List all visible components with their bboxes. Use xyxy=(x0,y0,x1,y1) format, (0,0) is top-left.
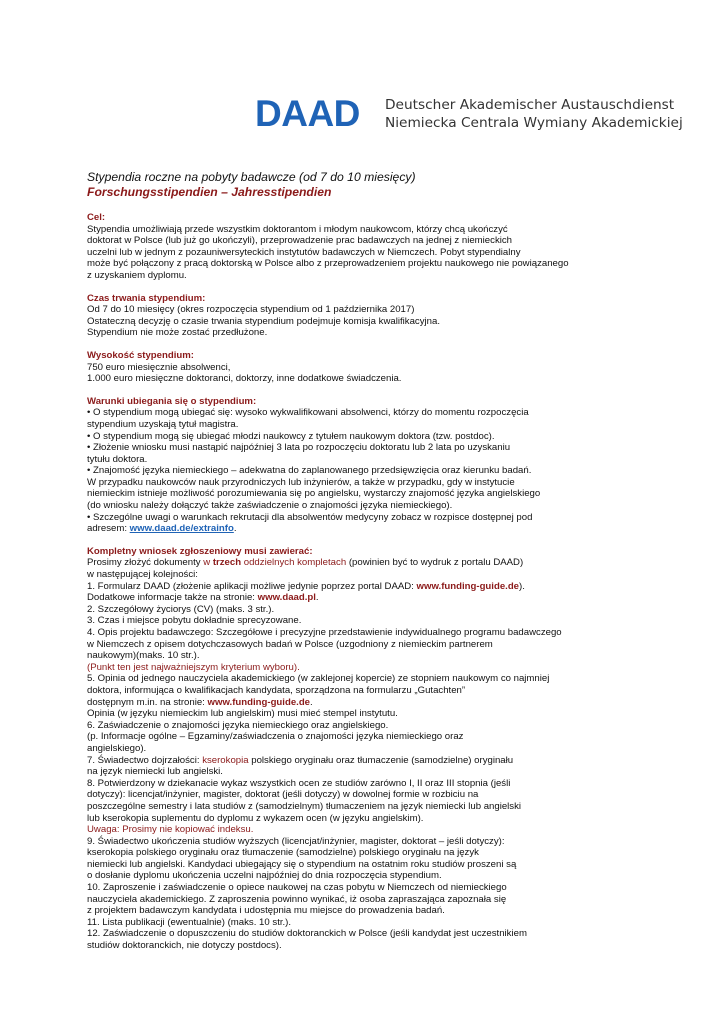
list-item: 5. Opinia od jednego nauczyciela akademickiego (w zaklejonej kopercie) ze stopniem naukowym co najmniej xyxy=(87,673,550,685)
section-wniosek xyxy=(87,557,687,951)
text-line: studiów doktoranckich, nie dotyczy postdocs). xyxy=(87,940,282,952)
text-line: • Znajomość języka niemieckiego – adekwatna do zaplanowanego przedsięwzięcia oraz kierunku badań. xyxy=(87,465,532,477)
text-fragment: Dodatkowe informacje także na stronie: xyxy=(87,592,258,604)
text-line: 1.000 euro miesięczne doktoranci, doktorzy, inne dodatkowe świadczenia. xyxy=(87,373,402,385)
text-line: nauczyciela akademickiego. Z zaproszenia powinno wynikać, iż osoba zapraszająca zapoznała się xyxy=(87,893,507,905)
text-line: Opinia (w języku niemieckim lub angielskim) musi mieć stempel instytutu. xyxy=(87,708,398,720)
text-line xyxy=(87,523,687,535)
text-line: kserokopia polskiego oryginału oraz tłumaczenie (samodzielne) polskiego oryginału na język xyxy=(87,847,479,859)
text-line: • Szczególne uwagi o warunkach rekrutacji dla absolwentów medycyny zobacz w rozpisce dostępnej pod xyxy=(87,511,533,523)
text-line: Od 7 do 10 miesięcy (okres rozpoczęcia stypendium od 1 października 2017) xyxy=(87,304,415,316)
text-fragment: 7. Świadectwo dojrzałości: xyxy=(87,754,203,766)
note: Uwaga: Prosimy nie kopiować indeksu. xyxy=(87,824,254,836)
list-item: 2. Szczegółowy życiorys (CV) (maks. 3 str.). xyxy=(87,603,275,615)
section-wysokosc xyxy=(87,362,687,385)
list-item: 9. Świadectwo ukończenia studiów wyższych (licencjat/inżynier, magister, doktorat – jeśli dotyczy): xyxy=(87,835,505,847)
section-heading-wysokosc: Wysokość stypendium: xyxy=(87,349,194,361)
text-fragment: . xyxy=(310,696,313,708)
text-fragment: . xyxy=(233,523,237,535)
text-line xyxy=(87,557,687,569)
organization-name xyxy=(385,97,683,132)
text-fragment: polskiego oryginału oraz tłumaczenie (samodzielne) oryginału xyxy=(248,754,514,766)
text-fragment: Prosimy złożyć dokumenty xyxy=(87,557,204,569)
text-line: tytułu doktora. xyxy=(87,453,148,465)
text-line: niemiecki lub angielski. Kandydaci ubiegający się o stypendium na ostatnim roku studiów proszeni są xyxy=(87,858,517,870)
text-line: z uzyskaniem dyplomu. xyxy=(87,269,187,281)
text-line: lub kserokopia suplementu do dyplomu z wykazem ocen (w języku angielskim). xyxy=(87,812,424,824)
daad-logo: DAAD xyxy=(255,93,360,134)
section-heading-wniosek: Kompletny wniosek zgłoszeniowy musi zawierać: xyxy=(87,545,313,557)
text-line: 750 euro miesięcznie absolwenci, xyxy=(87,361,231,373)
text-line: Ostateczną decyzję o czasie trwania stypendium podejmuje komisja kwalifikacyjna. xyxy=(87,315,440,327)
list-item: 12. Zaświadczenie o dopuszczeniu do studiów doktoranckich w Polsce (jeśli kandydat jest uczestnikiem xyxy=(87,928,527,940)
organization-name-de: Deutscher Akademischer Austauschdienst xyxy=(385,97,675,113)
text-line: z projektem badawczym kandydata i udostępnia mu miejsce do prowadzenia badań. xyxy=(87,905,445,917)
text-fragment: w xyxy=(203,557,213,569)
text-line: • O stypendium mogą ubiegać się: wysoko wykwalifikowani absolwenci, którzy do momentu rozpoczęcia xyxy=(87,407,529,419)
text-line: Stypendia umożliwiają przede wszystkim doktorantom i młodym naukowcom, którzy chcą ukończyć xyxy=(87,223,508,235)
document-title: Stypendia roczne na pobyty badawcze (od 7 do 10 miesięcy) xyxy=(87,170,416,184)
list-item xyxy=(87,581,687,593)
text-line: w Niemczech z opisem dotychczasowych badań w Polsce (uzgodniony z niemieckim partnerem xyxy=(87,638,493,650)
text-line: uczelni lub w jednym z pozauniwersyteckich instytutów badawczych w Niemczech. Pobyt stypendialny xyxy=(87,246,521,258)
text-line: doktora, informująca o kwalifikacjach kandydata, sporządzona na formularzu „Gutachten” xyxy=(87,684,466,696)
section-heading-warunki: Warunki ubiegania się o stypendium: xyxy=(87,395,257,407)
list-item: 8. Potwierdzony w dziekanacie wykaz wszystkich ocen ze studiów zarówno I, II oraz III stopnia (jeśli xyxy=(87,777,511,789)
list-item: 10. Zaproszenie i zaświadczenie o opiece naukowej na czas pobytu w Niemczech od niemieckiego xyxy=(87,882,507,894)
list-item: 3. Czas i miejsce pobytu dokładnie sprecyzowane. xyxy=(87,615,302,627)
text-line: może być połączony z pracą doktorską w Polsce albo z przeprowadzeniem projektu naukowego nie powiązanego xyxy=(87,258,569,270)
list-item: 11. Lista publikacji (ewentualnie) (maks. 10 str.). xyxy=(87,916,292,928)
text-line: w następującej kolejności: xyxy=(87,569,198,581)
section-heading-czas: Czas trwania stypendium: xyxy=(87,292,206,304)
text-fragment: dostępnym m.in. na stronie: xyxy=(87,696,208,708)
text-line: niemieckim istnieje możliwość porozumiewania się po angielsku, wystarczy znajomość języka angielskiego xyxy=(87,488,541,500)
extrainfo-link[interactable]: www.daad.de/extrainfo xyxy=(129,523,234,535)
text-fragment: 1. Formularz DAAD (złożenie aplikacji możliwe jedynie poprzez portal DAAD: xyxy=(87,580,417,592)
text-line: poszczególne semestry i lata studiów z (samodzielnym) tłumaczeniem na język niemiecki lub angielski xyxy=(87,800,522,812)
text-line xyxy=(87,592,687,604)
funding-guide-link[interactable]: www.funding-guide.de xyxy=(207,696,311,708)
text-fragment: (powinien być to wydruk z portalu DAAD) xyxy=(346,557,524,569)
section-czas xyxy=(87,304,687,339)
text-line: W przypadku naukowców nauk przyrodniczych lub inżynierów, a także w przypadku, gdy w instytucie xyxy=(87,476,515,488)
section-heading-cel: Cel: xyxy=(87,212,106,223)
text-line: (p. Informacje ogólne – Egzaminy/zaświadczenia o znajomości języka niemieckiego oraz xyxy=(87,731,464,743)
text-line: naukowym)(maks. 10 str.). xyxy=(87,650,200,662)
list-item xyxy=(87,755,687,767)
list-item: 4. Opis projektu badawczego: Szczegółowe i precyzyjne przedstawienie indywidualnego programu badawczego xyxy=(87,627,562,638)
text-fragment: . xyxy=(315,592,319,604)
document-subtitle: Forschungsstipendien – Jahresstipendien xyxy=(87,185,332,199)
text-line: • O stypendium mogą się ubiegać młodzi naukowcy z tytułem naukowym doktora (tzw. postdoc). xyxy=(87,430,495,442)
text-line: stypendium uzyskają tytuł magistra. xyxy=(87,418,239,430)
text-line: Stypendium nie może zostać przedłużone. xyxy=(87,327,268,339)
text-fragment: kserokopia xyxy=(202,754,249,766)
text-fragment: adresem: xyxy=(87,523,130,535)
text-line: angielskiego). xyxy=(87,742,147,754)
text-line: o dosłanie dyplomu ukończenia uczelni najpóźniej do dnia rozpoczęcia stypendium. xyxy=(87,870,442,882)
text-line: • Złożenie wniosku musi nastąpić najpóźniej 3 lata po rozpoczęciu doktoratu lub 2 lata po uzyskaniu xyxy=(87,442,511,454)
section-warunki xyxy=(87,407,687,535)
daad-pl-link[interactable]: www.daad.pl xyxy=(257,592,316,604)
text-fragment: trzech xyxy=(212,557,242,569)
organization-name-pl: Niemiecka Centrala Wymiany Akademickiej xyxy=(385,114,683,131)
funding-guide-link[interactable]: www.funding-guide.de xyxy=(416,580,520,592)
document-body xyxy=(87,170,687,952)
text-line xyxy=(87,697,687,709)
text-fragment: oddzielnych kompletach xyxy=(241,557,347,569)
section-cel xyxy=(87,224,687,282)
text-fragment: ). xyxy=(519,580,525,592)
note: (Punkt ten jest najważniejszym kryterium wyboru). xyxy=(87,661,300,673)
text-line: na język niemiecki lub angielski. xyxy=(87,766,223,778)
text-line: dotyczy): licencjat/inżynier, magister, doktorat (jeśli dotyczy) w dowolnej formie w rozbiciu na xyxy=(87,789,479,801)
text-line: (do wniosku należy dołączyć także zaświadczenie o znajomości języka niemieckiego). xyxy=(87,500,453,512)
text-line: doktorat w Polsce (lub już go ukończyli), przeprowadzenie prac badawczych na jednej z niemieckich xyxy=(87,235,513,247)
list-item: 6. Zaświadczenie o znajomości języka niemieckiego oraz angielskiego. xyxy=(87,719,389,731)
